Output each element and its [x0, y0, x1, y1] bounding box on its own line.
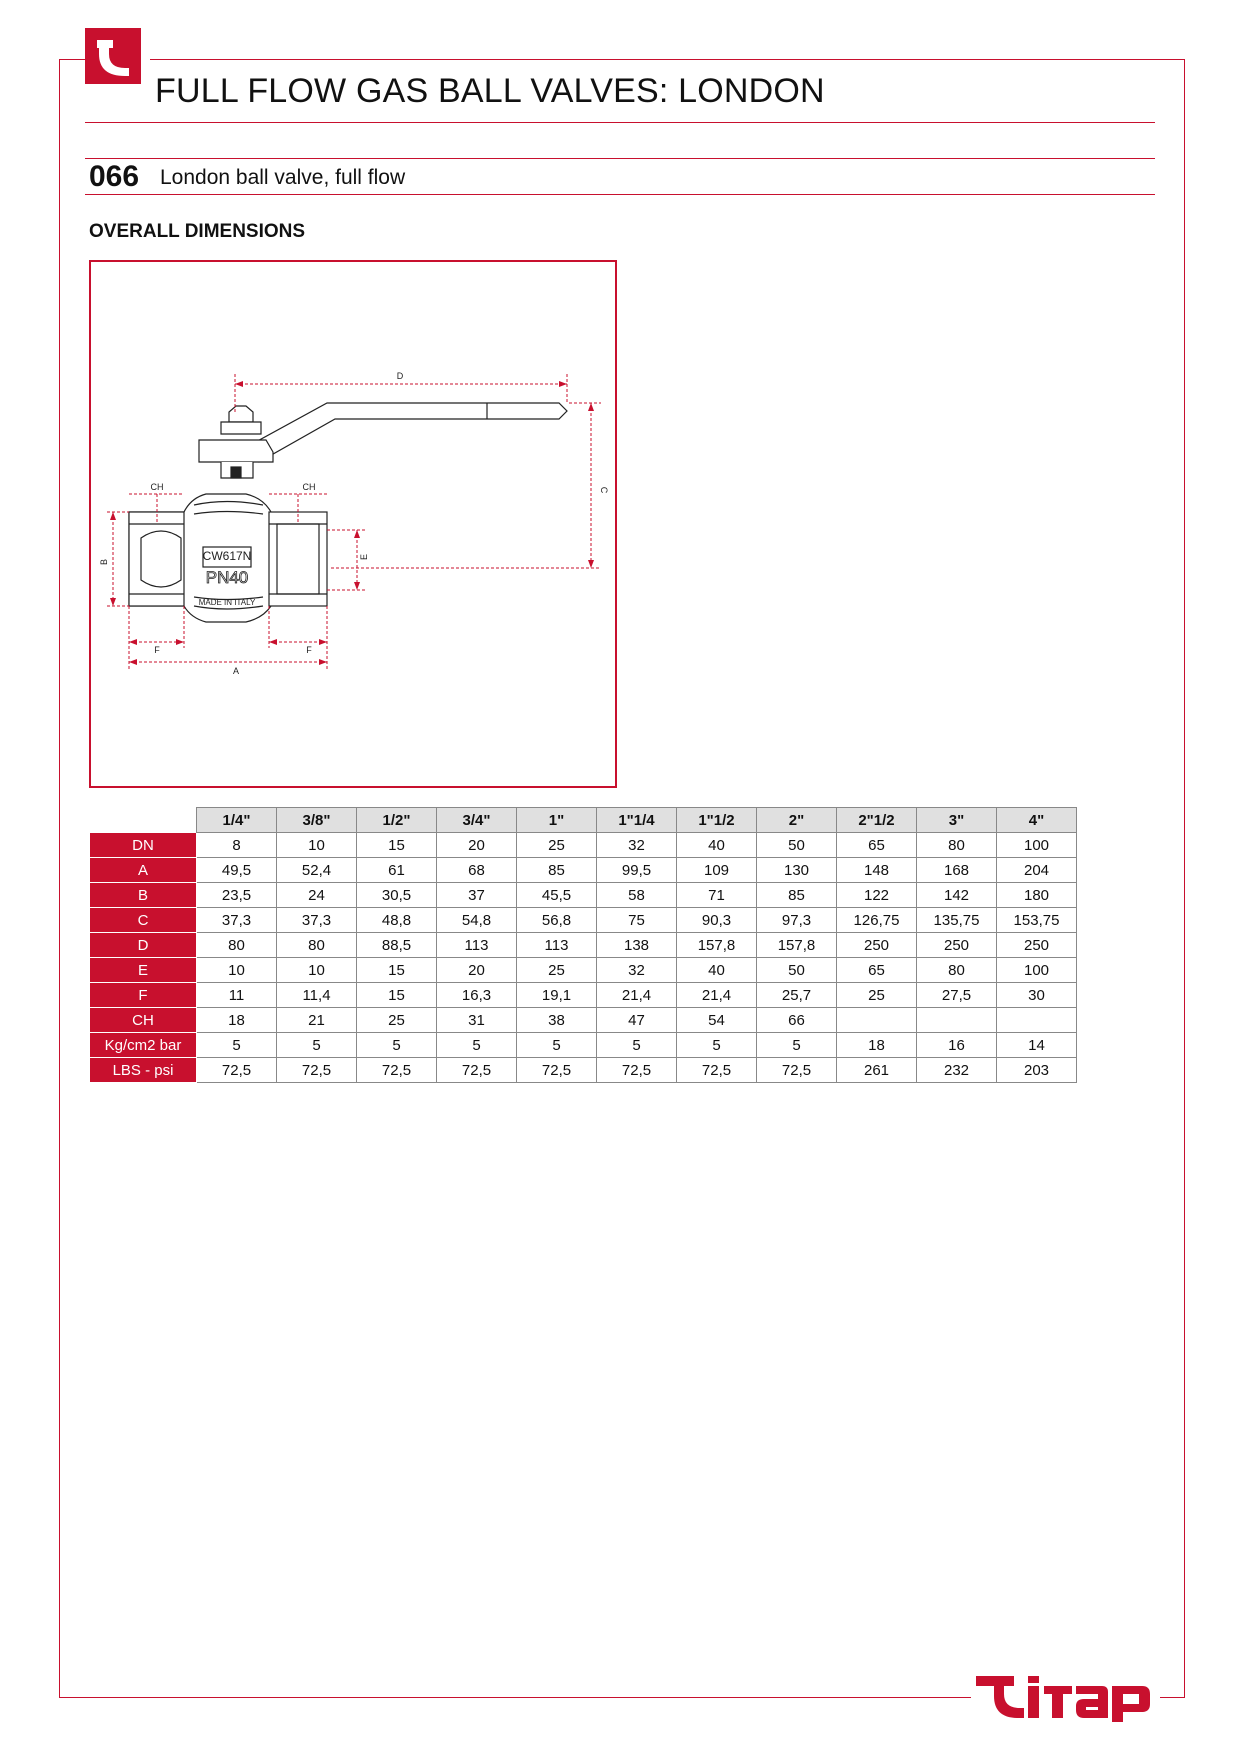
dim-label-b: B — [99, 558, 109, 566]
table-cell: 130 — [757, 858, 837, 883]
table-cell: 11,4 — [277, 983, 357, 1008]
product-header-bottom-line — [85, 194, 1155, 195]
table-cell: 153,75 — [997, 908, 1077, 933]
table-cell: 109 — [677, 858, 757, 883]
dim-label-f-left: F — [154, 645, 160, 655]
table-cell: 71 — [677, 883, 757, 908]
table-cell: 40 — [677, 958, 757, 983]
table-cell: 100 — [997, 833, 1077, 858]
table-cell: 23,5 — [197, 883, 277, 908]
table-cell: 168 — [917, 858, 997, 883]
table-row-label: B — [90, 883, 197, 908]
table-corner-cell — [90, 808, 197, 833]
dim-label-f-right: F — [306, 645, 312, 655]
body-marking-pressure: PN40 — [205, 568, 249, 587]
page-title: FULL FLOW GAS BALL VALVES: LONDON — [155, 72, 825, 110]
table-row-label: F — [90, 983, 197, 1008]
dim-label-ch-left: CH — [150, 482, 164, 492]
table-cell: 80 — [277, 933, 357, 958]
table-cell: 99,5 — [597, 858, 677, 883]
table-cell: 5 — [677, 1033, 757, 1058]
table-cell: 25 — [357, 1008, 437, 1033]
table-cell: 65 — [837, 958, 917, 983]
table-header-cell: 3" — [917, 808, 997, 833]
table-cell: 100 — [997, 958, 1077, 983]
table-cell: 5 — [757, 1033, 837, 1058]
table-row — [90, 858, 1077, 883]
table-cell: 72,5 — [517, 1058, 597, 1083]
table-cell: 15 — [357, 833, 437, 858]
table-cell: 47 — [597, 1008, 677, 1033]
table-cell: 85 — [517, 858, 597, 883]
table-cell: 48,8 — [357, 908, 437, 933]
table-cell — [837, 1008, 917, 1033]
table-row-label: A — [90, 858, 197, 883]
table-cell: 113 — [437, 933, 517, 958]
itap-logo — [974, 1672, 1156, 1724]
table-header-cell: 1"1/2 — [677, 808, 757, 833]
table-cell: 25,7 — [757, 983, 837, 1008]
table-cell: 25 — [517, 833, 597, 858]
table-cell: 72,5 — [197, 1058, 277, 1083]
table-row — [90, 983, 1077, 1008]
table-cell: 180 — [997, 883, 1077, 908]
table-row — [90, 958, 1077, 983]
table-cell: 157,8 — [677, 933, 757, 958]
product-header-top-line — [85, 158, 1155, 159]
table-cell: 38 — [517, 1008, 597, 1033]
table-cell: 18 — [837, 1033, 917, 1058]
table-cell: 56,8 — [517, 908, 597, 933]
product-description: London ball valve, full flow — [160, 166, 406, 189]
table-cell: 122 — [837, 883, 917, 908]
table-cell: 52,4 — [277, 858, 357, 883]
table-cell: 157,8 — [757, 933, 837, 958]
table-row-label: CH — [90, 1008, 197, 1033]
table-row-label: D — [90, 933, 197, 958]
table-cell: 250 — [917, 933, 997, 958]
table-header-cell: 3/4" — [437, 808, 517, 833]
table-cell: 15 — [357, 958, 437, 983]
table-cell: 75 — [597, 908, 677, 933]
table-cell: 97,3 — [757, 908, 837, 933]
table-cell: 18 — [197, 1008, 277, 1033]
dim-label-e: E — [359, 553, 369, 561]
table-row-label: C — [90, 908, 197, 933]
table-cell: 85 — [757, 883, 837, 908]
table-cell: 80 — [917, 833, 997, 858]
table-cell: 40 — [677, 833, 757, 858]
dim-label-a: A — [232, 666, 240, 676]
table-cell: 16,3 — [437, 983, 517, 1008]
product-code: 066 — [89, 160, 140, 193]
table-row-label: LBS - psi — [90, 1058, 197, 1083]
table-row-label: E — [90, 958, 197, 983]
table-cell: 261 — [837, 1058, 917, 1083]
table-cell: 10 — [197, 958, 277, 983]
table-cell: 90,3 — [677, 908, 757, 933]
table-cell: 24 — [277, 883, 357, 908]
table-cell: 5 — [197, 1033, 277, 1058]
table-cell: 49,5 — [197, 858, 277, 883]
title-underline — [85, 122, 1155, 123]
table-cell: 204 — [997, 858, 1077, 883]
table-cell: 25 — [517, 958, 597, 983]
table-cell: 72,5 — [757, 1058, 837, 1083]
table-cell: 72,5 — [597, 1058, 677, 1083]
table-cell: 5 — [277, 1033, 357, 1058]
table-cell — [917, 1008, 997, 1033]
table-cell: 32 — [597, 833, 677, 858]
table-cell: 21 — [277, 1008, 357, 1033]
table-cell: 5 — [597, 1033, 677, 1058]
table-row — [90, 933, 1077, 958]
table-cell: 88,5 — [357, 933, 437, 958]
table-cell: 16 — [917, 1033, 997, 1058]
valve-drawing — [91, 262, 619, 790]
frame-bottom-right-stub — [1160, 1697, 1185, 1698]
table-header-cell: 2" — [757, 808, 837, 833]
table-header-cell: 1" — [517, 808, 597, 833]
table-header-row — [90, 808, 1077, 833]
table-cell: 20 — [437, 958, 517, 983]
dimension-drawing-frame — [89, 260, 617, 788]
table-row-label: Kg/cm2 bar — [90, 1033, 197, 1058]
table-cell: 50 — [757, 958, 837, 983]
table-cell: 72,5 — [437, 1058, 517, 1083]
table-row — [90, 908, 1077, 933]
table-cell: 27,5 — [917, 983, 997, 1008]
table-row — [90, 883, 1077, 908]
table-row — [90, 1008, 1077, 1033]
dim-label-d: D — [396, 371, 404, 381]
table-row — [90, 1058, 1077, 1083]
table-cell: 68 — [437, 858, 517, 883]
table-cell: 148 — [837, 858, 917, 883]
table-cell: 203 — [997, 1058, 1077, 1083]
table-cell: 32 — [597, 958, 677, 983]
table-cell: 80 — [917, 958, 997, 983]
table-header-cell: 1/2" — [357, 808, 437, 833]
table-row — [90, 1033, 1077, 1058]
section-title: OVERALL DIMENSIONS — [89, 221, 306, 242]
table-cell: 5 — [437, 1033, 517, 1058]
table-cell: 135,75 — [917, 908, 997, 933]
table-header-cell: 2"1/2 — [837, 808, 917, 833]
frame-bottom-line — [59, 1697, 971, 1698]
table-cell: 37,3 — [277, 908, 357, 933]
body-marking-origin: MADE IN ITALY — [198, 598, 256, 607]
table-header-cell: 1"1/4 — [597, 808, 677, 833]
table-cell: 10 — [277, 958, 357, 983]
table-cell: 5 — [517, 1033, 597, 1058]
table-cell: 11 — [197, 983, 277, 1008]
table-cell: 20 — [437, 833, 517, 858]
table-cell: 113 — [517, 933, 597, 958]
table-cell: 66 — [757, 1008, 837, 1033]
table-cell: 31 — [437, 1008, 517, 1033]
table-cell — [997, 1008, 1077, 1033]
table-cell: 19,1 — [517, 983, 597, 1008]
table-cell: 80 — [197, 933, 277, 958]
table-cell: 50 — [757, 833, 837, 858]
table-cell: 65 — [837, 833, 917, 858]
table-cell: 138 — [597, 933, 677, 958]
table-cell: 15 — [357, 983, 437, 1008]
table-cell: 5 — [357, 1033, 437, 1058]
table-cell: 37 — [437, 883, 517, 908]
frame-top-line — [150, 59, 1185, 60]
table-cell: 10 — [277, 833, 357, 858]
table-header-cell: 4" — [997, 808, 1077, 833]
table-cell: 72,5 — [677, 1058, 757, 1083]
table-cell: 8 — [197, 833, 277, 858]
table-cell: 21,4 — [677, 983, 757, 1008]
table-cell: 61 — [357, 858, 437, 883]
dim-label-ch-right: CH — [302, 482, 316, 492]
table-cell: 232 — [917, 1058, 997, 1083]
table-cell: 250 — [837, 933, 917, 958]
table-cell: 142 — [917, 883, 997, 908]
table-cell: 30,5 — [357, 883, 437, 908]
table-cell: 14 — [997, 1033, 1077, 1058]
table-cell: 58 — [597, 883, 677, 908]
table-cell: 37,3 — [197, 908, 277, 933]
table-cell: 250 — [997, 933, 1077, 958]
table-header-cell: 3/8" — [277, 808, 357, 833]
table-cell: 72,5 — [277, 1058, 357, 1083]
brand-corner-mark — [85, 28, 141, 84]
table-cell: 21,4 — [597, 983, 677, 1008]
table-cell: 45,5 — [517, 883, 597, 908]
table-cell: 72,5 — [357, 1058, 437, 1083]
dim-label-c: C — [599, 486, 609, 494]
table-body — [90, 833, 1077, 1083]
frame-left-line — [59, 59, 60, 1697]
table-cell: 54,8 — [437, 908, 517, 933]
table-cell: 54 — [677, 1008, 757, 1033]
table-cell: 126,75 — [837, 908, 917, 933]
table-row-label: DN — [90, 833, 197, 858]
table-header-cell: 1/4" — [197, 808, 277, 833]
table-cell: 30 — [997, 983, 1077, 1008]
table-row — [90, 833, 1077, 858]
table-cell: 25 — [837, 983, 917, 1008]
body-marking-material: CW617N — [202, 549, 252, 563]
frame-right-line — [1184, 59, 1185, 1697]
frame-top-left-stub — [59, 59, 85, 60]
dimensions-table — [89, 807, 1077, 1083]
